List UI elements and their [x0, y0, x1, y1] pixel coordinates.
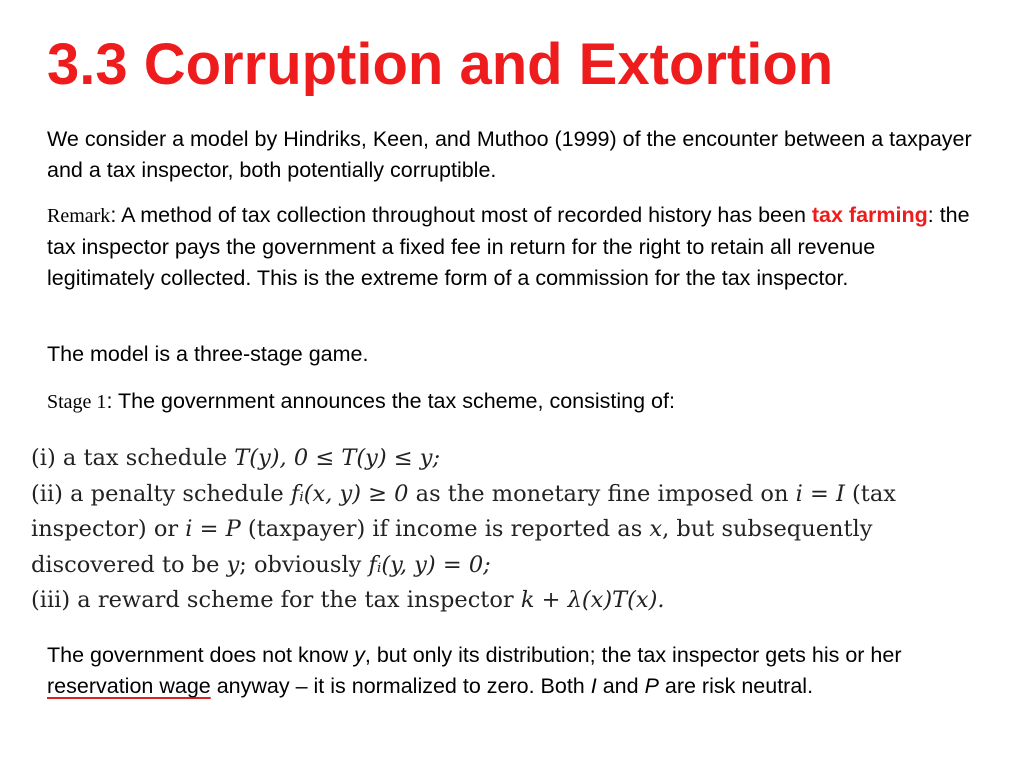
math-line-5-text: (iii) a reward scheme for the tax inspector	[31, 587, 521, 613]
penalty-formula: fᵢ(x, y) ≥ 0	[290, 480, 409, 507]
remark-label: Remark	[47, 205, 111, 227]
math-line-3	[31, 512, 991, 548]
penalty-zero-formula: fᵢ(y, y) = 0;	[368, 551, 491, 578]
math-line-2	[31, 477, 991, 513]
math-line-2-text-a: (ii) a penalty schedule	[31, 480, 291, 507]
reservation-wage-underlined: reservation wage	[47, 674, 211, 698]
closing-part-1: The government does not know	[47, 643, 355, 667]
math-line-2-text-c: (tax	[844, 480, 896, 507]
math-line-2-text-b: as the monetary fine imposed on	[408, 480, 796, 507]
three-stage-paragraph: The model is a three-stage game.	[47, 342, 369, 366]
stage1-text: The government announces the tax scheme, consisting of:	[118, 389, 675, 413]
stage1-colon: :	[106, 389, 118, 413]
i-equals-P-formula: i = P	[185, 516, 241, 542]
stage1-label: Stage 1	[47, 391, 107, 413]
remark-colon: :	[110, 203, 122, 227]
closing-part-2: , but only its distribution; the tax inspector gets his or her	[364, 643, 902, 667]
remark-text-after: : the tax inspector pays the government a fixed fee in return for the right to retain all revenue legitimately collected. This is the extreme form of a commission for the tax inspector.	[47, 203, 970, 290]
tax-scheme-math-block	[31, 441, 991, 619]
math-line-3-text-b: (taxpayer) if income is reported as	[240, 516, 650, 542]
closing-paragraph	[47, 640, 987, 702]
i-equals-I-formula: i = I	[795, 480, 845, 507]
remark-text-before: A method of tax collection throughout most of recorded history has been	[121, 203, 812, 227]
math-line-4	[31, 548, 991, 584]
y-variable: y	[226, 551, 240, 578]
math-line-1	[31, 441, 991, 477]
remark-paragraph	[47, 200, 987, 294]
intro-paragraph: We consider a model by Hindriks, Keen, and Muthoo (1999) of the encounter between a taxpayer and a tax inspector, both potentially corruptible.	[47, 127, 972, 182]
math-line-4-text-b: ; obviously	[239, 551, 369, 578]
math-line-3-text-c: , but subsequently	[662, 516, 873, 542]
stage1-paragraph	[47, 386, 987, 418]
closing-part-4: and	[596, 674, 645, 698]
tax-schedule-formula: T(y), 0 ≤ T(y) ≤ y;	[234, 445, 441, 471]
slide-title: 3.3 Corruption and Extortion	[47, 32, 834, 97]
math-line-5	[31, 583, 991, 619]
math-line-3-text-a: inspector) or	[31, 516, 186, 542]
reward-formula: k + λ(x)T(x).	[520, 587, 665, 613]
closing-part-5: are risk neutral.	[658, 674, 814, 698]
closing-part-3: anyway – it is normalized to zero. Both	[210, 674, 591, 698]
x-variable: x	[649, 516, 663, 542]
closing-P-variable: P	[644, 674, 659, 698]
math-line-4-text-a: discovered to be	[31, 551, 227, 578]
closing-I-variable: I	[590, 674, 597, 698]
tax-farming-highlight: tax farming	[811, 203, 928, 227]
math-line-1-text: (i) a tax schedule	[31, 445, 235, 471]
closing-y-variable: y	[354, 643, 365, 667]
